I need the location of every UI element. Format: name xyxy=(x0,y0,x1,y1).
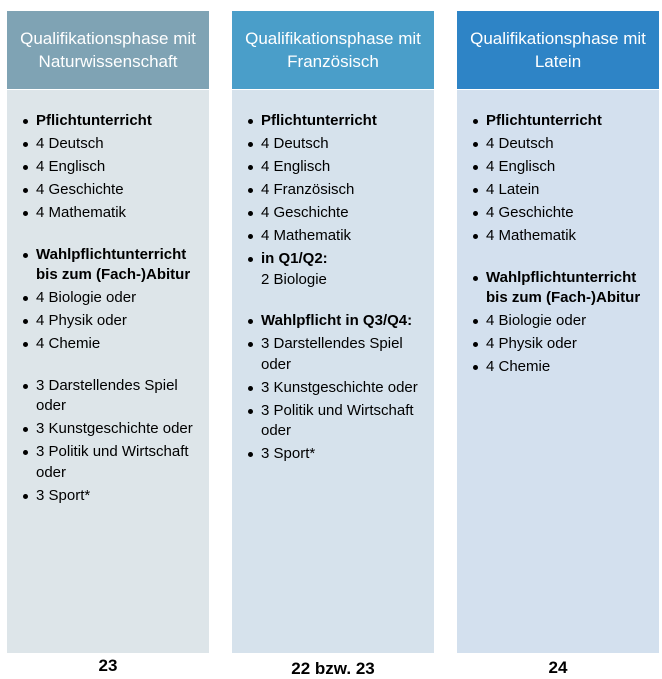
subject-item xyxy=(23,376,199,417)
item-text: 4 Englisch xyxy=(261,158,331,175)
section-heading xyxy=(248,249,424,290)
item-text: 4 Mathematik xyxy=(261,227,352,244)
subject-item xyxy=(473,311,649,332)
subject-item xyxy=(473,157,649,178)
subject-item xyxy=(248,203,424,224)
subject-item xyxy=(473,203,649,224)
item-subtext: 2 Biologie xyxy=(261,270,327,288)
subject-item xyxy=(473,226,649,247)
item-text: Pflichtunterricht xyxy=(486,112,602,129)
total-hours: 22 bzw. 23 xyxy=(291,659,375,678)
item-text: 3 Sport* xyxy=(261,445,316,462)
subject-item xyxy=(23,134,199,155)
item-text: 4 Französisch xyxy=(261,181,355,198)
section-heading xyxy=(248,111,424,132)
item-text: 3 Sport* xyxy=(36,486,91,504)
item-text: Pflichtunterricht xyxy=(261,112,377,129)
item-text: 3 Politik und Wirtschaft oder xyxy=(261,401,414,439)
item-text: 4 Chemie xyxy=(36,335,101,352)
item-text: 4 Englisch xyxy=(486,158,556,175)
item-text: Pflichtunterricht xyxy=(36,112,152,129)
item-text: 3 Kunstgeschichte oder xyxy=(36,420,193,437)
column-body xyxy=(7,90,209,675)
item-text: 4 Geschichte xyxy=(261,204,349,221)
column-title: Qualifikationsphase mit Naturwissenschaft xyxy=(20,29,196,71)
column-latein xyxy=(457,11,659,677)
subject-item xyxy=(473,134,649,155)
item-text: 4 Biologie oder xyxy=(486,312,587,329)
item-text: 3 Kunstgeschichte oder xyxy=(261,378,418,396)
subject-item xyxy=(23,419,199,440)
subject-item xyxy=(23,203,199,224)
column-header xyxy=(457,11,659,89)
column-naturwissenschaft xyxy=(7,11,209,675)
subject-item xyxy=(23,311,199,332)
item-text: Wahlpflicht in Q3/Q4: xyxy=(261,312,413,329)
column-header xyxy=(232,11,434,89)
subject-item xyxy=(473,180,649,201)
subject-item xyxy=(248,444,424,465)
subject-item xyxy=(248,180,424,201)
total-hours: 24 xyxy=(548,658,568,677)
column-header xyxy=(7,11,209,89)
subject-item xyxy=(248,401,424,442)
subject-item xyxy=(23,486,199,507)
column-franzoesisch xyxy=(232,11,434,678)
item-text: 3 Politik und Wirtschaft oder xyxy=(36,443,189,481)
subject-item xyxy=(248,157,424,178)
item-text: 4 Chemie xyxy=(486,358,551,375)
item-text: 4 Geschichte xyxy=(486,204,574,221)
subject-list xyxy=(473,111,649,378)
item-text: 4 Biologie oder xyxy=(36,289,137,306)
item-text: 4 Physik oder xyxy=(486,335,577,352)
section-heading xyxy=(473,268,649,309)
item-text: 4 Englisch xyxy=(36,158,106,175)
subject-item xyxy=(248,226,424,247)
column-body xyxy=(232,90,434,678)
section-heading xyxy=(248,311,424,332)
item-text: 4 Deutsch xyxy=(261,135,329,152)
subject-list xyxy=(248,111,424,465)
section-heading xyxy=(473,111,649,132)
item-text: 3 Darstellendes Spiel oder xyxy=(36,376,178,414)
item-text: Wahlpflichtunterricht bis zum (Fach-)Abitur xyxy=(486,268,641,306)
subject-item xyxy=(23,334,199,355)
subject-item xyxy=(23,442,199,483)
subject-list xyxy=(23,111,199,506)
item-text: 4 Geschichte xyxy=(36,181,124,198)
item-text: 3 Darstellendes Spiel oder xyxy=(261,335,403,373)
total-hours: 23 xyxy=(98,656,118,675)
subject-item xyxy=(248,134,424,155)
item-text: Wahlpflichtunterricht bis zum (Fach-)Abitur xyxy=(36,245,191,283)
section-heading xyxy=(23,245,199,286)
item-text: in Q1/Q2: xyxy=(261,250,328,267)
item-text: 4 Deutsch xyxy=(486,135,554,152)
column-title: Qualifikationsphase mit Französisch xyxy=(245,29,421,71)
subject-item xyxy=(248,378,424,399)
section-heading xyxy=(23,111,199,132)
subject-item xyxy=(23,157,199,178)
subject-item xyxy=(23,180,199,201)
item-text: 4 Deutsch xyxy=(36,135,104,152)
column-body xyxy=(457,90,659,677)
item-text: 4 Mathematik xyxy=(486,227,577,244)
subject-item xyxy=(473,334,649,355)
item-text: 4 Physik oder xyxy=(36,312,127,329)
column-title: Qualifikationsphase mit Latein xyxy=(470,29,646,71)
item-text: 4 Mathematik xyxy=(36,204,127,221)
item-text: 4 Latein xyxy=(486,181,540,198)
subject-item xyxy=(23,288,199,309)
subject-item xyxy=(473,357,649,378)
subject-item xyxy=(248,334,424,375)
